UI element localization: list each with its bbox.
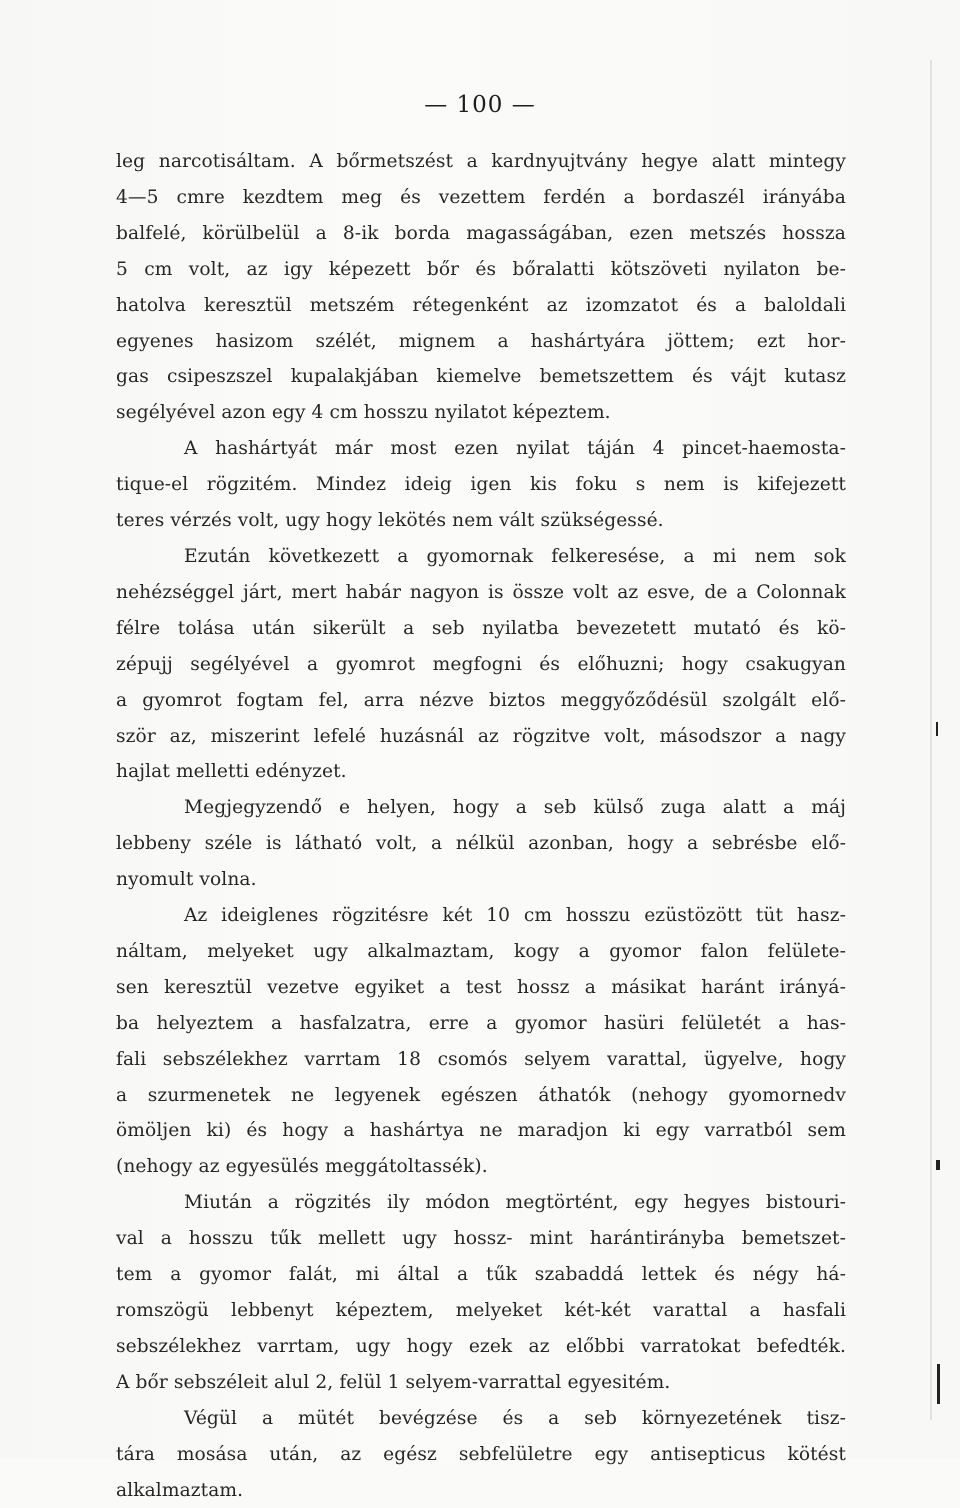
text-line: teres vérzés volt, ugy hogy lekötés nem vált szükségessé.: [116, 510, 664, 532]
text-line: A bőr sebszéleit alul 2, felül 1 selyem-varrattal egyesitém.: [116, 1371, 671, 1393]
text-line: zépujj segélyével a gyomrot megfogni és előhuzni; hogy csakugyan: [116, 653, 846, 675]
text-line: lebbeny széle is látható volt, a nélkül azonban, hogy a sebrésbe elő-: [116, 833, 846, 855]
text-line: nehézséggel járt, mert habár nagyon is össze volt az esve, de a Colonnak: [116, 581, 846, 603]
text-line: 4—5 cmre kezdtem meg és vezettem ferdén a bordaszél irányába: [116, 186, 846, 208]
text-line: tem a gyomor falát, mi által a tűk szabaddá lettek és négy há-: [116, 1264, 846, 1286]
text-line: gas csipeszszel kupalakjában kiemelve bemetszettem és vájt kutasz: [116, 366, 846, 388]
text-line: tára mosása után, az egész sebfelületre egy antisepticus kötést: [116, 1443, 846, 1465]
edge-mark: [937, 1364, 940, 1404]
text-line: ba helyeztem a hasfalzatra, erre a gyomor hasüri felületét a has-: [116, 1012, 846, 1034]
text-line: ömöljen ki) és hogy a hashártya ne maradjon ki egy varratból sem: [116, 1120, 846, 1142]
text-line: ször az, miszerint lefelé huzásnál az rögzitve volt, másodszor a nagy: [116, 725, 846, 747]
text-line: náltam, melyeket ugy alkalmaztam, kogy a gyomor falon felülete-: [116, 940, 846, 962]
text-line: (nehogy az egyesülés meggátoltassék).: [116, 1156, 488, 1178]
text-line: hatolva keresztül metszém rétegenként az izomzatot és a baloldali: [116, 294, 846, 316]
text-line: tique-el rögzitém. Mindez ideig igen kis foku s nem is kifejezett: [116, 474, 846, 496]
text-line: fali sebszélekhez varrtam 18 csomós selyem varattal, ügyelve, hogy: [116, 1048, 846, 1070]
text-line: romszögü lebbenyt képeztem, melyeket két-két varattal a hasfali: [116, 1300, 846, 1321]
text-line: balfelé, körülbelül a 8-ik borda magasságában, ezen metszés hossza: [116, 222, 846, 244]
page-edge-shadow: [930, 60, 932, 1420]
text-line: hajlat melletti edényzet.: [116, 761, 347, 783]
text-line: Miután a rögzités ily módon megtörtént, egy hegyes bistouri-: [184, 1192, 846, 1214]
text-line: sebszélekhez varrtam, ugy hogy ezek az előbbi varratokat befedték.: [116, 1335, 846, 1357]
text-line: a szurmenetek ne legyenek egészen áthatók (nehogy gyomornedv: [116, 1084, 846, 1106]
text-line: a gyomrot fogtam fel, arra nézve biztos meggyőződésül szolgált elő-: [116, 689, 846, 711]
text-line: leg narcotisáltam. A bőrmetszést a kardnyujtvány hegye alatt mintegy: [116, 151, 846, 172]
edge-mark: [936, 722, 938, 736]
text-line: félre tolása után sikerült a seb nyilatba bevezetett mutató és kö-: [116, 617, 846, 639]
text-line: Megjegyzendő e helyen, hogy a seb külső zuga alatt a máj: [184, 797, 846, 819]
text-line: val a hosszu tűk mellett ugy hossz- mint harántirányba bemetszet-: [116, 1228, 846, 1250]
text-line: A hashártyát már most ezen nyilat táján 4 pincet-haemosta-: [184, 438, 846, 460]
text-line: Ezután következett a gyomornak felkeresése, a mi nem sok: [184, 545, 846, 567]
text-line: egyenes hasizom szélét, mignem a hashártyára jöttem; ezt hor-: [116, 330, 846, 352]
text-line: Végül a mütét bevégzése és a seb környezetének tisz-: [184, 1407, 846, 1429]
edge-mark: [936, 1160, 940, 1170]
text-line: 5 cm volt, az igy képezett bőr és bőralatti kötszöveti nyilaton be-: [116, 258, 846, 280]
page-number: — 100 —: [424, 92, 536, 118]
text-line: Az ideiglenes rögzitésre két 10 cm hosszu ezüstözött tüt hasz-: [184, 905, 846, 927]
text-line: segélyével azon egy 4 cm hosszu nyilatot képeztem.: [116, 402, 611, 424]
body-text: [116, 144, 846, 1508]
text-line: nyomult volna.: [116, 869, 257, 891]
text-line: sen keresztül vezetve egyiket a test hossz a másikat haránt irányá-: [116, 976, 846, 998]
text-line: alkalmaztam.: [116, 1479, 244, 1501]
